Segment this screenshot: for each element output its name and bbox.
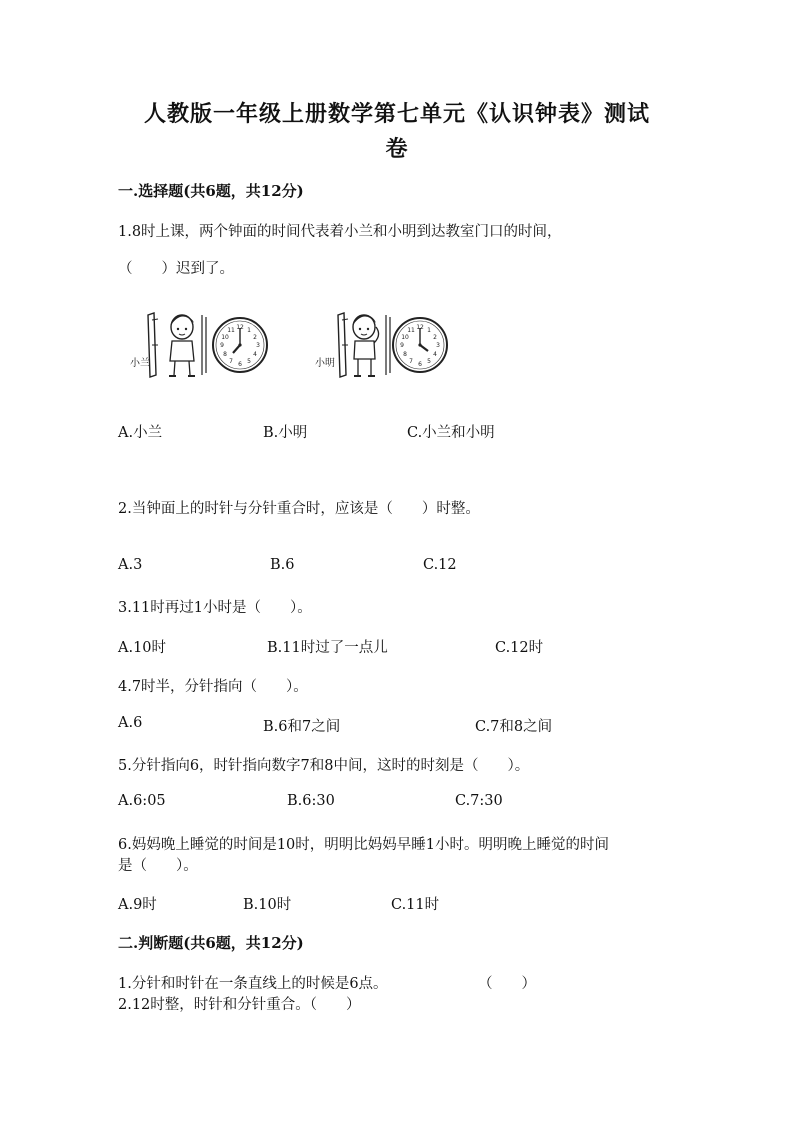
svg-text:11: 11 [227,327,235,334]
svg-text:9: 9 [400,342,404,349]
q2-option-a[interactable]: A.3 [118,557,143,573]
question-3: 3.11时再过1小时是（ ）。 [118,600,312,616]
q1-option-c[interactable]: C.小兰和小明 [407,425,495,441]
svg-text:8: 8 [223,351,227,358]
svg-text:5: 5 [427,358,431,365]
svg-text:6: 6 [238,361,242,368]
svg-text:10: 10 [401,334,409,341]
q4-option-b[interactable]: B.6和7之间 [263,719,341,735]
question-1-figure [118,305,458,385]
q3-option-b[interactable]: B.11时过了一点儿 [267,640,388,656]
svg-text:2: 2 [253,334,257,341]
q6-option-a[interactable]: A.9时 [118,897,157,913]
q2-option-b[interactable]: B.6 [270,557,295,573]
svg-text:11: 11 [407,327,415,334]
svg-text:4: 4 [253,351,257,358]
svg-text:7: 7 [409,358,413,365]
svg-text:12: 12 [416,324,424,331]
svg-text:3: 3 [256,342,260,349]
judgment-1: 1.分针和时针在一条直线上的时候是6点。 [118,976,388,992]
q5-option-c[interactable]: C.7:30 [455,793,503,809]
q3-option-c[interactable]: C.12时 [495,640,544,656]
svg-text:4: 4 [433,351,437,358]
svg-text:3: 3 [436,342,440,349]
label-xiaolan: 小兰 [130,358,150,369]
q4-option-a[interactable]: A.6 [118,715,143,731]
question-2: 2.当钟面上的时针与分针重合时，应该是（ ）时整。 [118,501,480,517]
q1-option-b[interactable]: B.小明 [263,425,308,441]
svg-text:2: 2 [433,334,437,341]
q3-option-a[interactable]: A.10时 [118,640,167,656]
judgment-2: 2.12时整，时针和分针重合。（ ） [118,997,361,1013]
svg-text:7: 7 [229,358,233,365]
q2-option-c[interactable]: C.12 [423,557,457,573]
svg-text:6: 6 [418,361,422,368]
q6-option-c[interactable]: C.11时 [391,897,440,913]
q1-option-a[interactable]: A.小兰 [118,425,163,441]
q4-option-c[interactable]: C.7和8之间 [475,719,553,735]
svg-text:8: 8 [403,351,407,358]
svg-text:1: 1 [427,327,431,334]
label-xiaoming: 小明 [315,358,335,369]
svg-text:10: 10 [221,334,229,341]
q5-option-a[interactable]: A.6:05 [118,793,166,809]
page-title-line2: 卷 [385,136,409,162]
xiaoming-scene [315,313,390,377]
xiaolan-scene [130,313,206,377]
svg-text:5: 5 [247,358,251,365]
q5-option-b[interactable]: B.6:30 [287,793,335,809]
judgment-1-blank[interactable]: （ ） [478,976,536,992]
question-4: 4.7时半，分针指向（ ）。 [118,679,308,695]
clock-xiaoming-icon [393,318,447,372]
question-5: 5.分针指向6，时针指向数字7和8中间，这时的时刻是（ ）。 [118,758,530,774]
page-title-line1: 人教版一年级上册数学第七单元《认识钟表》测试 [143,101,650,127]
q6-option-b[interactable]: B.10时 [243,897,292,913]
svg-text:1: 1 [247,327,251,334]
section-choice-heading: 一.选择题(共6题，共12分) [118,182,304,200]
svg-text:12: 12 [236,324,244,331]
question-6-line1: 6.妈妈晚上睡觉的时间是10时，明明比妈妈早睡1小时。明明晚上睡觉的时间 [118,837,610,853]
question-1-line2: （ ）迟到了。 [118,261,234,277]
question-1-line1: 1.8时上课，两个钟面的时间代表着小兰和小明到达教室门口的时间， [118,224,562,240]
clock-xiaolan-icon [213,318,267,372]
question-6-line2: 是（ ）。 [118,858,198,874]
section-judgment-heading: 二.判断题(共6题，共12分) [118,934,304,952]
svg-text:9: 9 [220,342,224,349]
